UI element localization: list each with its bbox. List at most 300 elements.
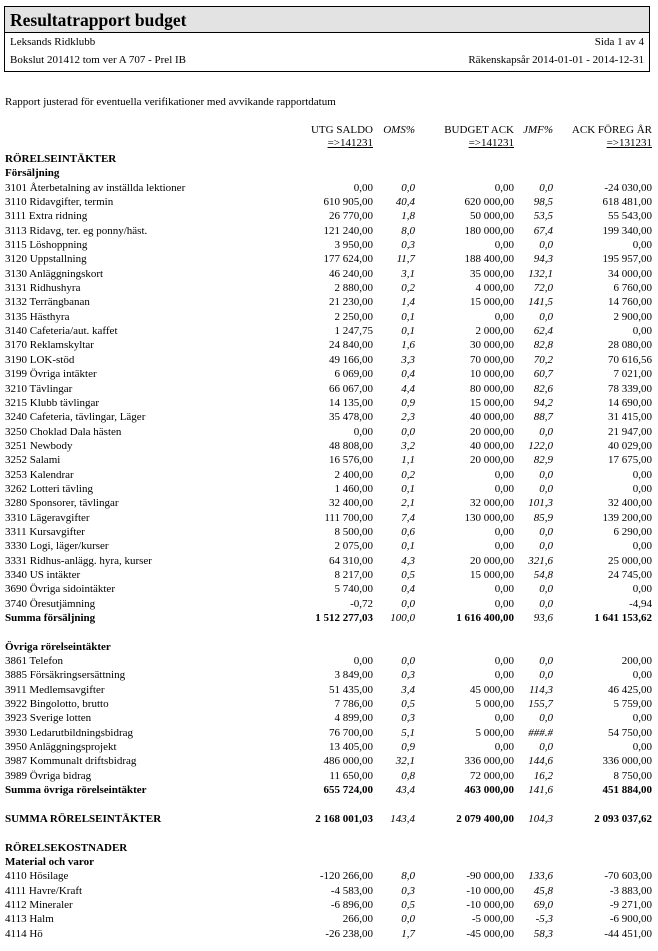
cell-budget-ack: 5 000,00 <box>475 698 514 711</box>
cell-ack-foreg: 0,00 <box>632 741 652 754</box>
row-label: 3135 Hästhyra <box>5 310 70 323</box>
cell-utg-saldo: 14 135,00 <box>329 396 373 409</box>
table-row <box>0 181 658 195</box>
cell-utg-saldo: 24 840,00 <box>329 339 373 352</box>
cell-budget-ack: 20 000,00 <box>470 454 514 467</box>
cell-jmf: 122,0 <box>528 439 553 452</box>
cell-budget-ack: 0,00 <box>494 239 514 252</box>
table-row <box>0 511 658 525</box>
cell-ack-foreg: 0,00 <box>632 669 652 682</box>
cell-oms: 0,6 <box>401 525 415 538</box>
row-label: Material och varor <box>5 855 94 868</box>
row-label: 3923 Sverige lotten <box>5 712 92 725</box>
row-label: 3262 Lotteri tävling <box>5 482 93 495</box>
cell-oms: 8,0 <box>401 224 415 237</box>
cell-jmf: 94,3 <box>533 253 553 266</box>
cell-jmf: 0,0 <box>539 597 553 610</box>
cell-budget-ack: 2 000,00 <box>475 325 514 338</box>
cell-utg-saldo: 1 512 277,03 <box>315 612 373 624</box>
cell-ack-foreg: 21 947,00 <box>608 425 652 438</box>
cell-oms: 143,4 <box>390 812 415 825</box>
table-row <box>0 482 658 496</box>
row-label: Försäljning <box>5 167 60 180</box>
cell-utg-saldo: 64 310,00 <box>329 554 373 567</box>
cell-oms: 0,3 <box>401 669 415 682</box>
row-label: 3340 US intäkter <box>5 568 81 581</box>
cell-jmf: 82,8 <box>533 339 553 352</box>
cell-oms: 0,1 <box>401 540 415 553</box>
subsection-row <box>0 855 658 869</box>
cell-budget-ack: 0,00 <box>494 669 514 682</box>
cell-jmf: 0,0 <box>539 540 553 553</box>
cell-budget-ack: -45 000,00 <box>466 927 514 940</box>
cell-budget-ack: 0,00 <box>494 597 514 610</box>
row-label: 3140 Cafeteria/aut. kaffet <box>5 325 118 338</box>
cell-utg-saldo: 32 400,00 <box>329 497 373 510</box>
cell-oms: 100,0 <box>390 612 415 624</box>
blank-row <box>0 625 658 639</box>
section-row <box>0 152 658 166</box>
cell-budget-ack: 0,00 <box>494 540 514 553</box>
row-label: 4113 Halm <box>5 913 54 926</box>
table-row <box>0 267 658 281</box>
cell-oms: 0,2 <box>401 282 415 295</box>
col-ack-foreg: ACK FÖREG ÅR <box>571 124 652 136</box>
cell-ack-foreg: 54 750,00 <box>608 726 652 739</box>
report-title: Resultatrapport budget <box>5 7 649 33</box>
cell-ack-foreg: -44 451,00 <box>604 927 652 940</box>
table-row <box>0 539 658 553</box>
table-row <box>0 654 658 668</box>
cell-jmf: 133,6 <box>528 870 553 883</box>
cell-oms: 0,4 <box>401 583 415 596</box>
cell-utg-saldo: 49 166,00 <box>329 353 373 366</box>
cell-utg-saldo: 66 067,00 <box>329 382 373 395</box>
cell-jmf: 53,5 <box>533 210 553 223</box>
table-row <box>0 726 658 740</box>
cell-jmf: 85,9 <box>533 511 553 524</box>
report-table <box>0 152 658 941</box>
cell-utg-saldo: 2 250,00 <box>334 310 373 323</box>
cell-utg-saldo: -26 238,00 <box>325 927 373 940</box>
cell-utg-saldo: 13 405,00 <box>329 741 373 754</box>
table-row <box>0 425 658 439</box>
cell-jmf: -5,3 <box>535 913 553 926</box>
table-row <box>0 496 658 510</box>
cell-oms: 0,9 <box>401 741 415 754</box>
cell-jmf: 144,6 <box>528 755 553 768</box>
cell-jmf: 114,3 <box>529 683 553 696</box>
cell-budget-ack: 0,00 <box>494 712 514 725</box>
cell-oms: 0,5 <box>401 698 415 711</box>
blank-row <box>0 797 658 811</box>
cell-ack-foreg: -3 883,00 <box>609 884 652 897</box>
cell-budget-ack: -10 000,00 <box>466 898 514 911</box>
cell-budget-ack: 5 000,00 <box>475 726 514 739</box>
cell-utg-saldo: 610 905,00 <box>323 196 373 209</box>
row-label: 3861 Telefon <box>5 655 63 668</box>
table-row <box>0 554 658 568</box>
cell-utg-saldo: 655 724,00 <box>323 784 373 797</box>
row-label: 3131 Ridhushyra <box>5 282 81 295</box>
cell-budget-ack: 188 400,00 <box>464 253 514 266</box>
sum-row <box>0 783 658 797</box>
cell-ack-foreg: 0,00 <box>632 583 652 596</box>
row-label: 3911 Medlemsavgifter <box>5 683 105 696</box>
cell-utg-saldo: 3 950,00 <box>334 239 373 252</box>
col-budget-ack: BUDGET ACK <box>444 124 514 136</box>
cell-ack-foreg: 2 093 037,62 <box>594 812 652 825</box>
row-label: 3311 Kursavgifter <box>5 525 85 538</box>
cell-oms: 43,4 <box>395 784 415 797</box>
cell-budget-ack: 32 000,00 <box>470 497 514 510</box>
row-label: Summa försäljning <box>5 612 96 624</box>
cell-ack-foreg: 0,00 <box>632 712 652 725</box>
table-row <box>0 353 658 367</box>
col-ack-foreg-sub: =>131231 <box>606 137 652 149</box>
cell-ack-foreg: 0,00 <box>632 468 652 481</box>
cell-ack-foreg: -6 900,00 <box>609 913 652 926</box>
row-label: 3740 Öresutjämning <box>5 597 96 610</box>
cell-ack-foreg: 32 400,00 <box>608 497 652 510</box>
cell-utg-saldo: 6 069,00 <box>334 368 373 381</box>
cell-budget-ack: 0,00 <box>494 525 514 538</box>
cell-utg-saldo: -6 896,00 <box>330 898 373 911</box>
cell-utg-saldo: 11 650,00 <box>329 769 373 782</box>
table-row <box>0 525 658 539</box>
subsection-row <box>0 640 658 654</box>
table-row <box>0 238 658 252</box>
cell-budget-ack: 30 000,00 <box>470 339 514 352</box>
cell-ack-foreg: 70 616,56 <box>608 353 652 366</box>
row-label: 3950 Anläggningsprojekt <box>5 741 117 754</box>
cell-ack-foreg: 14 690,00 <box>608 396 652 409</box>
cell-utg-saldo: 51 435,00 <box>329 683 373 696</box>
cell-utg-saldo: 8 217,00 <box>334 568 373 581</box>
cell-ack-foreg: 46 425,00 <box>608 683 652 696</box>
cell-jmf: 0,0 <box>539 310 553 323</box>
cell-budget-ack: 35 000,00 <box>470 267 514 280</box>
cell-ack-foreg: 0,00 <box>632 239 652 252</box>
bokslut-info: Bokslut 201412 tom ver A 707 - Prel IB <box>10 54 186 66</box>
row-label: 3113 Ridavg, ter. eg ponny/häst. <box>5 224 148 237</box>
cell-jmf: 0,0 <box>539 239 553 252</box>
cell-ack-foreg: 40 029,00 <box>608 439 652 452</box>
cell-oms: 0,4 <box>401 368 415 381</box>
table-row <box>0 295 658 309</box>
cell-jmf: 62,4 <box>533 325 553 338</box>
cell-oms: 3,3 <box>401 353 415 366</box>
cell-budget-ack: 70 000,00 <box>470 353 514 366</box>
cell-budget-ack: 0,00 <box>494 583 514 596</box>
cell-ack-foreg: 24 745,00 <box>608 568 652 581</box>
cell-oms: 5,1 <box>401 726 415 739</box>
cell-budget-ack: 2 079 400,00 <box>456 812 514 825</box>
row-label: 3280 Sponsorer, tävlingar <box>5 497 119 510</box>
cell-utg-saldo: -4 583,00 <box>330 884 373 897</box>
cell-budget-ack: 0,00 <box>494 482 514 495</box>
cell-jmf: 141,6 <box>528 784 553 797</box>
cell-budget-ack: 72 000,00 <box>470 769 514 782</box>
cell-jmf: 0,0 <box>539 655 553 668</box>
row-label: 4111 Havre/Kraft <box>5 884 83 897</box>
table-row <box>0 582 658 596</box>
col-oms: OMS% <box>383 124 415 136</box>
row-label: 3111 Extra ridning <box>5 210 88 223</box>
cell-jmf: 104,3 <box>528 812 553 825</box>
table-row <box>0 597 658 611</box>
table-row <box>0 224 658 238</box>
organization-name: Leksands Ridklubb <box>10 36 96 48</box>
cell-jmf: 321,6 <box>528 554 553 567</box>
cell-jmf: 0,0 <box>539 741 553 754</box>
cell-utg-saldo: 2 075,00 <box>334 540 373 553</box>
cell-oms: 0,1 <box>401 482 415 495</box>
cell-jmf: 0,0 <box>539 482 553 495</box>
cell-jmf: 141,5 <box>528 296 553 309</box>
cell-budget-ack: -10 000,00 <box>466 884 514 897</box>
cell-ack-foreg: 200,00 <box>621 655 652 668</box>
cell-utg-saldo: -0,72 <box>350 597 373 610</box>
cell-ack-foreg: 25 000,00 <box>608 554 652 567</box>
cell-ack-foreg: 6 760,00 <box>613 282 652 295</box>
cell-utg-saldo: 8 500,00 <box>334 525 373 538</box>
cell-oms: 0,8 <box>401 769 415 782</box>
table-row <box>0 740 658 754</box>
cell-utg-saldo: 5 740,00 <box>334 583 373 596</box>
row-label: 3240 Cafeteria, tävlingar, Läger <box>5 411 146 424</box>
col-utg-saldo: UTG SALDO <box>310 124 373 136</box>
cell-oms: 4,4 <box>401 382 415 395</box>
cell-utg-saldo: 2 880,00 <box>334 282 373 295</box>
cell-jmf: 45,8 <box>533 884 553 897</box>
col-jmf: JMF% <box>523 124 553 136</box>
row-label: 3250 Choklad Dala hästen <box>5 425 122 438</box>
row-label: 3210 Tävlingar <box>5 382 73 395</box>
cell-ack-foreg: 139 200,00 <box>602 511 652 524</box>
cell-utg-saldo: 35 478,00 <box>329 411 373 424</box>
cell-ack-foreg: 0,00 <box>632 325 652 338</box>
cell-jmf: 82,6 <box>533 382 553 395</box>
col-budget-ack-sub: =>141231 <box>468 137 514 149</box>
cell-utg-saldo: 0,00 <box>353 181 373 194</box>
row-label: 3110 Ridavgifter, termin <box>5 196 114 209</box>
cell-utg-saldo: 2 400,00 <box>334 468 373 481</box>
cell-jmf: 69,0 <box>533 898 553 911</box>
cell-ack-foreg: -4,94 <box>629 597 652 610</box>
cell-ack-foreg: 195 957,00 <box>602 253 652 266</box>
cell-utg-saldo: 1 460,00 <box>334 482 373 495</box>
cell-ack-foreg: -9 271,00 <box>609 898 652 911</box>
cell-budget-ack: 50 000,00 <box>470 210 514 223</box>
table-row <box>0 683 658 697</box>
cell-jmf: 88,7 <box>533 411 553 424</box>
cell-budget-ack: 336 000,00 <box>464 755 514 768</box>
row-label: SUMMA RÖRELSEINTÄKTER <box>5 812 162 825</box>
row-label: 3115 Löshoppning <box>5 239 88 252</box>
row-label: 4112 Mineraler <box>5 898 73 911</box>
row-label: 3120 Uppstallning <box>5 253 87 266</box>
table-row <box>0 884 658 898</box>
cell-oms: 11,7 <box>396 253 415 266</box>
row-label: 3132 Terrängbanan <box>5 296 90 309</box>
page-indicator: Sida 1 av 4 <box>594 36 644 48</box>
table-row <box>0 324 658 338</box>
row-label: 3251 Newbody <box>5 439 73 452</box>
cell-ack-foreg: 336 000,00 <box>602 755 652 768</box>
row-label: 3199 Övriga intäkter <box>5 368 97 381</box>
cell-ack-foreg: 8 750,00 <box>613 769 652 782</box>
cell-ack-foreg: 78 339,00 <box>608 382 652 395</box>
table-row <box>0 453 658 467</box>
cell-ack-foreg: 17 675,00 <box>608 454 652 467</box>
cell-ack-foreg: 199 340,00 <box>602 224 652 237</box>
table-row <box>0 869 658 883</box>
row-label: 3252 Salami <box>5 454 61 467</box>
cell-budget-ack: 40 000,00 <box>470 411 514 424</box>
table-row <box>0 697 658 711</box>
cell-utg-saldo: 26 770,00 <box>329 210 373 223</box>
table-row <box>0 769 658 783</box>
cell-jmf: 0,0 <box>539 525 553 538</box>
report-header <box>4 6 650 72</box>
cell-ack-foreg: 618 481,00 <box>602 196 652 209</box>
cell-ack-foreg: 28 080,00 <box>608 339 652 352</box>
cell-jmf: 0,0 <box>539 425 553 438</box>
cell-oms: 1,7 <box>401 927 415 940</box>
cell-oms: 40,4 <box>395 196 415 209</box>
cell-utg-saldo: 177 624,00 <box>323 253 373 266</box>
cell-oms: 1,1 <box>401 454 415 467</box>
cell-jmf: 101,3 <box>528 497 553 510</box>
row-label: 3922 Bingolotto, brutto <box>5 698 109 711</box>
row-label: 3190 LOK-stöd <box>5 353 75 366</box>
table-row <box>0 927 658 941</box>
cell-ack-foreg: 6 290,00 <box>613 525 652 538</box>
cell-budget-ack: 0,00 <box>494 181 514 194</box>
cell-oms: 1,4 <box>401 296 415 309</box>
cell-jmf: 82,9 <box>533 454 553 467</box>
cell-oms: 1,6 <box>401 339 415 352</box>
cell-jmf: 132,1 <box>528 267 553 280</box>
row-label: 4110 Hösilage <box>5 870 69 883</box>
cell-budget-ack: 40 000,00 <box>470 439 514 452</box>
table-row <box>0 382 658 396</box>
cell-utg-saldo: 121 240,00 <box>323 224 373 237</box>
cell-jmf: ###.# <box>528 726 553 739</box>
cell-jmf: 67,4 <box>533 224 553 237</box>
cell-jmf: 60,7 <box>533 368 553 381</box>
cell-utg-saldo: 111 700,00 <box>324 511 373 524</box>
row-label: 3330 Logi, läger/kurser <box>5 540 109 553</box>
cell-ack-foreg: 7 021,00 <box>613 368 652 381</box>
subsection-row <box>0 166 658 180</box>
cell-utg-saldo: 2 168 001,03 <box>315 812 373 825</box>
table-row <box>0 711 658 725</box>
row-label: 3310 Lägeravgifter <box>5 511 90 524</box>
table-row <box>0 209 658 223</box>
cell-jmf: 93,6 <box>533 612 553 624</box>
cell-oms: 0,0 <box>401 913 415 926</box>
cell-utg-saldo: 21 230,00 <box>329 296 373 309</box>
cell-oms: 3,1 <box>401 267 415 280</box>
cell-oms: 2,3 <box>401 411 415 424</box>
cell-oms: 8,0 <box>401 870 415 883</box>
cell-utg-saldo: 76 700,00 <box>329 726 373 739</box>
row-label: RÖRELSEKOSTNADER <box>5 841 128 854</box>
cell-jmf: 0,0 <box>539 468 553 481</box>
cell-jmf: 16,2 <box>533 769 553 782</box>
cell-ack-foreg: 31 415,00 <box>608 411 652 424</box>
table-row <box>0 367 658 381</box>
cell-ack-foreg: -70 603,00 <box>604 870 652 883</box>
cell-budget-ack: 0,00 <box>494 741 514 754</box>
row-label: 3987 Kommunalt driftsbidrag <box>5 755 137 768</box>
cell-ack-foreg: 0,00 <box>632 540 652 553</box>
cell-jmf: 58,3 <box>533 927 553 940</box>
cell-oms: 0,2 <box>401 468 415 481</box>
table-row <box>0 668 658 682</box>
cell-oms: 0,3 <box>401 239 415 252</box>
table-row <box>0 439 658 453</box>
cell-ack-foreg: 5 759,00 <box>613 698 652 711</box>
cell-jmf: 0,0 <box>539 712 553 725</box>
cell-budget-ack: 20 000,00 <box>470 425 514 438</box>
cell-ack-foreg: 451 884,00 <box>602 784 652 797</box>
table-row <box>0 195 658 209</box>
cell-utg-saldo: 4 899,00 <box>334 712 373 725</box>
row-label: Summa övriga rörelseintäkter <box>5 784 147 797</box>
report-note: Rapport justerad för eventuella verifikationer med avvikande rapportdatum <box>5 96 336 108</box>
table-row <box>0 468 658 482</box>
cell-budget-ack: 463 000,00 <box>464 784 514 797</box>
cell-oms: 1,8 <box>401 210 415 223</box>
cell-budget-ack: 80 000,00 <box>470 382 514 395</box>
cell-utg-saldo: 486 000,00 <box>323 755 373 768</box>
cell-utg-saldo: 0,00 <box>353 425 373 438</box>
cell-budget-ack: 45 000,00 <box>470 683 514 696</box>
cell-oms: 32,1 <box>395 755 415 768</box>
row-label: RÖRELSEINTÄKTER <box>5 153 117 165</box>
section-row <box>0 841 658 855</box>
cell-budget-ack: 4 000,00 <box>475 282 514 295</box>
header-line-1 <box>5 33 649 52</box>
cell-ack-foreg: 55 543,00 <box>608 210 652 223</box>
cell-ack-foreg: 34 000,00 <box>608 267 652 280</box>
cell-jmf: 70,2 <box>533 353 553 366</box>
cell-oms: 0,0 <box>401 597 415 610</box>
fiscal-year: Räkenskapsår 2014-01-01 - 2014-12-31 <box>468 54 644 66</box>
cell-oms: 0,1 <box>401 325 415 338</box>
cell-jmf: 94,2 <box>533 396 553 409</box>
row-label: 3130 Anläggningskort <box>5 267 104 280</box>
row-label: 3101 Återbetalning av inställda lektioner <box>5 181 186 194</box>
cell-budget-ack: 0,00 <box>494 655 514 668</box>
table-row <box>0 754 658 768</box>
cell-utg-saldo: 1 247,75 <box>334 325 373 338</box>
total-row <box>0 812 658 826</box>
row-label: 3253 Kalendrar <box>5 468 74 481</box>
cell-oms: 0,5 <box>401 568 415 581</box>
cell-budget-ack: 180 000,00 <box>464 224 514 237</box>
cell-budget-ack: 20 000,00 <box>470 554 514 567</box>
table-row <box>0 912 658 926</box>
table-row <box>0 410 658 424</box>
table-row <box>0 568 658 582</box>
cell-ack-foreg: -24 030,00 <box>604 181 652 194</box>
row-label: 3331 Ridhus-anlägg. hyra, kurser <box>5 554 152 567</box>
cell-oms: 7,4 <box>401 511 415 524</box>
